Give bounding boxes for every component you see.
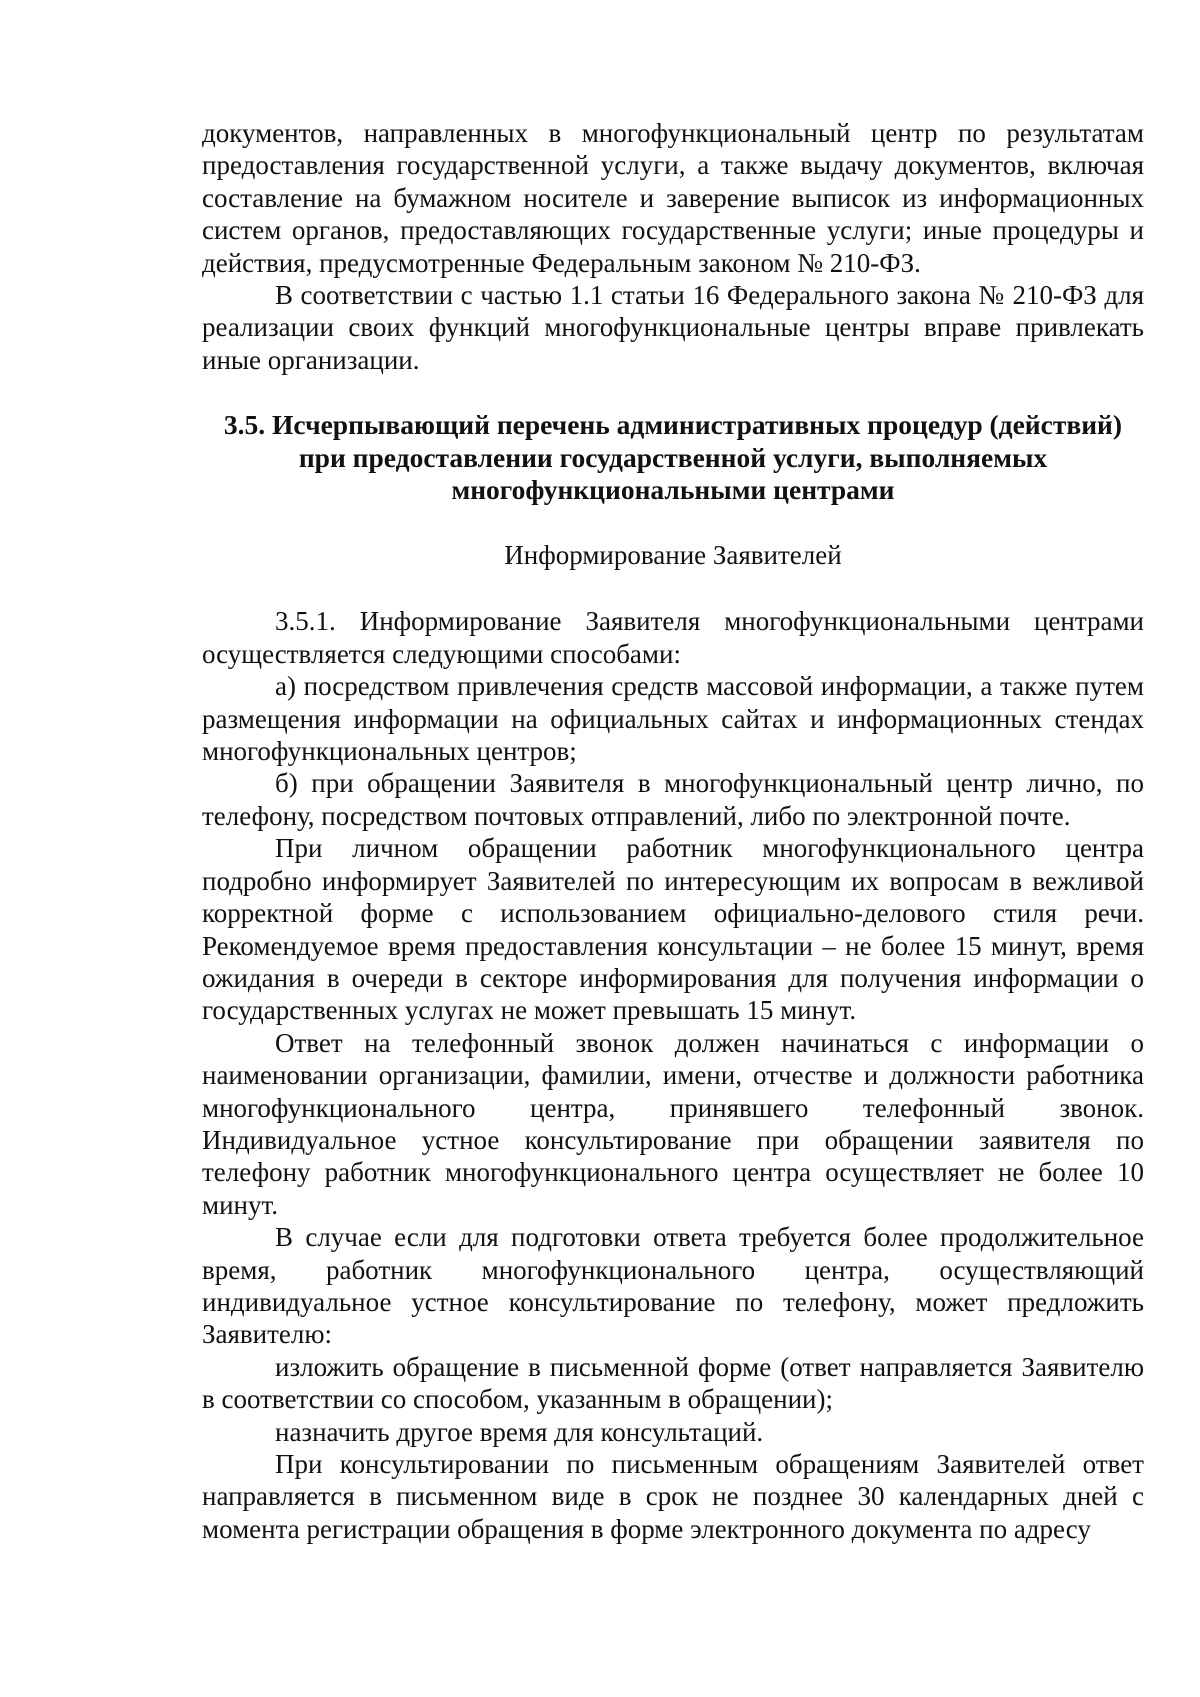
paragraph-continuation: документов, направленных в многофункциональный центр по результатам предоставления государственной услуги, а также выдачу документов, включая составление на бумажном носителе и заверение выписок из информационных систем органов, предоставляющих государственные услуги; иные процедуры и действия, предусмотренные Федеральным законом № 210-ФЗ. xyxy=(202,118,1144,278)
paragraph-written-requests: При консультировании по письменным обращениям Заявителей ответ направляется в письменном виде в срок не позднее 30 календарных дней с момента регистрации обращения в форме электронного документа по адресу xyxy=(202,1449,1144,1544)
paragraph-option-written: изложить обращение в письменной форме (ответ направляется Заявителю в соответствии со способом, указанным в обращении); xyxy=(202,1351,1144,1415)
subheading-informing: Информирование Заявителей xyxy=(504,540,842,571)
paragraph-mfc-organizations: В соответствии с частью 1.1 статьи 16 Федерального закона № 210-ФЗ для реализации своих функций многофункциональные центры вправе привлекать иные организации. xyxy=(202,280,1144,375)
paragraph-longer-answer: В случае если для подготовки ответа требуется более продолжительное время, работник многофункционального центра, осуществляющий индивидуальное устное консультирование по телефону, может предложить Заявителю: xyxy=(202,1222,1144,1350)
paragraph-item-b: б) при обращении Заявителя в многофункциональный центр лично, по телефону, посредством почтовых отправлений, либо по электронной почте. xyxy=(202,768,1144,831)
section-heading: 3.5. Исчерпывающий перечень административных процедур (действий) при предоставлении государственной услуги, выполняемых многофункциональными центрами xyxy=(223,409,1123,506)
paragraph-option-reschedule: назначить другое время для консультаций. xyxy=(275,1416,764,1447)
document-body xyxy=(202,117,1144,1545)
paragraph-phone-call: Ответ на телефонный звонок должен начинаться с информации о наименовании организации, фамилии, имени, отчестве и должности работника многофункционального центра, принявшего телефонный звонок. Индивидуальное устное консультирование при обращении заявителя по телефону работник многофункционального центра осуществляет не более 10 минут. xyxy=(202,1027,1144,1220)
paragraph-personal-visit: При личном обращении работник многофункционального центра подробно информирует Заявителей по интересующим их вопросам в вежливой корректной форме с использованием официально-делового стиля речи. Рекомендуемое время предоставления консультации – не более 15 минут, время ожидания в очереди в секторе информирования для получения информации о государственных услугах не может превышать 15 минут. xyxy=(202,833,1144,1026)
paragraph-3-5-1: 3.5.1. Информирование Заявителя многофункциональными центрами осуществляется следующими способами: xyxy=(202,606,1144,669)
paragraph-item-a: а) посредством привлечения средств массовой информации, а также путем размещения информации на официальных сайтах и информационных стендах многофункциональных центров; xyxy=(202,671,1144,767)
